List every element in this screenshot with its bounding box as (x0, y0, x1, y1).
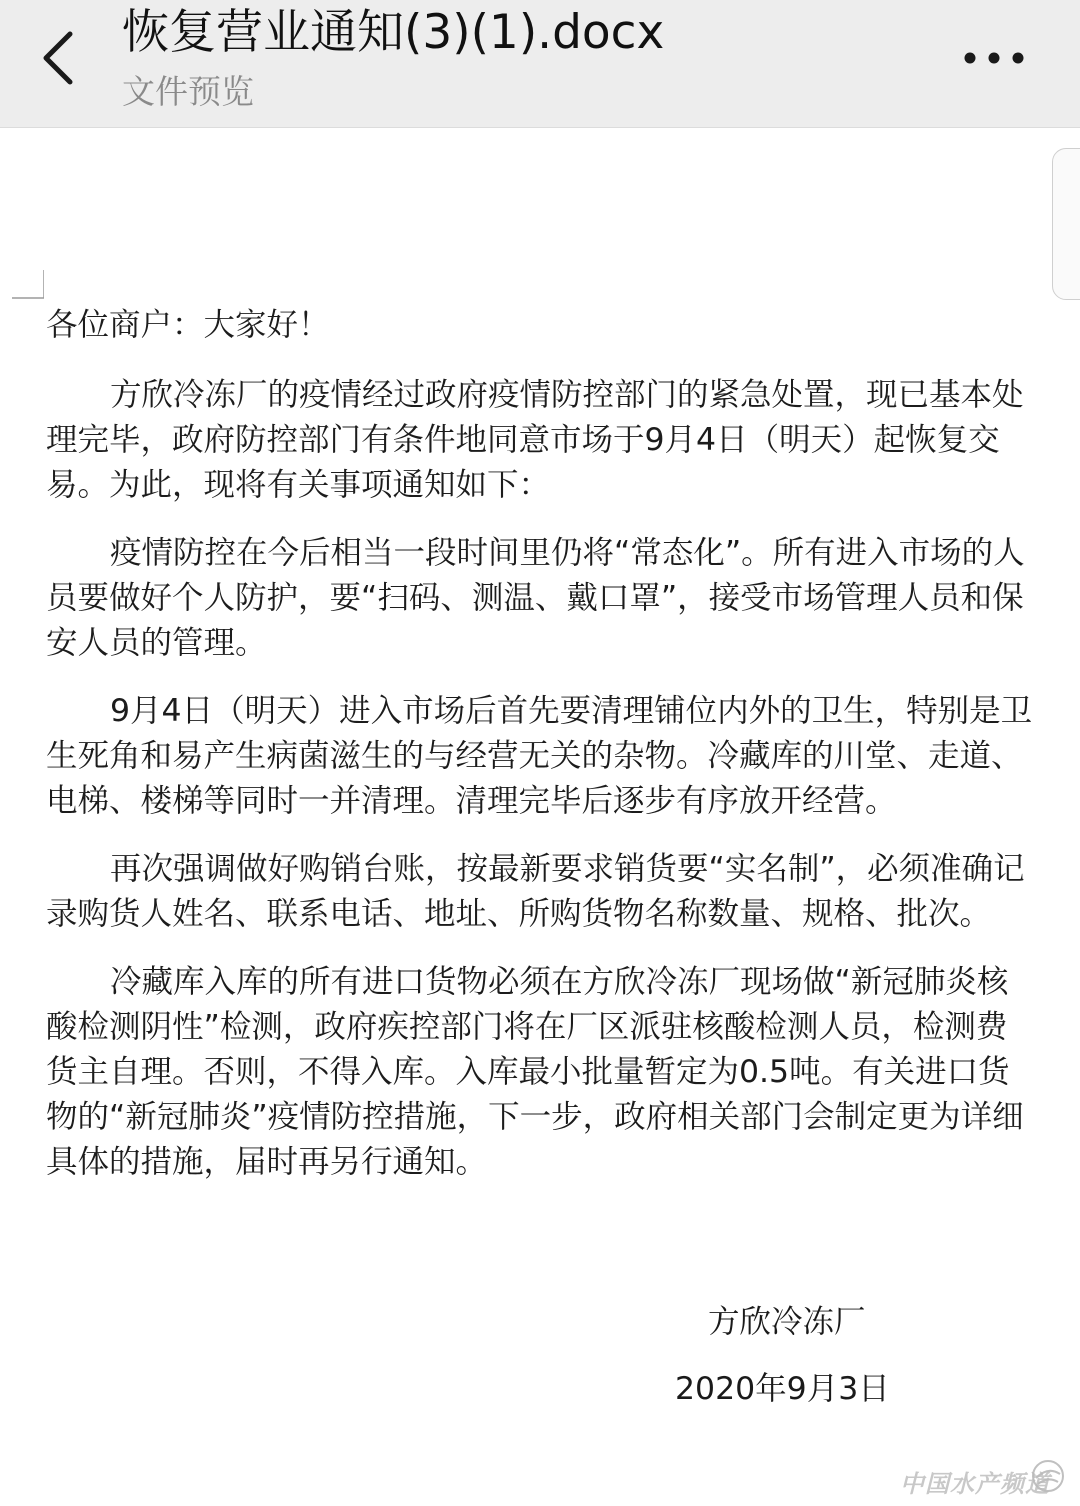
page-corner-mark (12, 270, 44, 300)
signature-date: 2020年9月3日 (675, 1371, 890, 1407)
paragraph-3: 9月4日（明天）进入市场后首先要清理铺位内外的卫生，特别是卫生死角和易产生病菌滋生的与经营无关的杂物。冷藏库的川堂、走道、电梯、楼梯等同时一并清理。清理完毕后逐步有序放开经营。 (46, 693, 1033, 819)
watermark-text: 中国水产频道 (900, 1470, 1050, 1498)
top-navigation-bar (0, 0, 1080, 128)
paragraph-5: 冷藏库入库的所有进口货物必须在方欣冷冻厂现场做“新冠肺炎核酸检测阴性”检测，政府疾控部门将在厂区派驻核酸检测人员，检测费货主自理。否则，不得入库。入库最小批量暂定为0.5吨。有关进口货物的“新冠肺炎”疫情防控措施，下一步，政府相关部门会制定更为详细具体的措施，届时再另行通知。 (46, 964, 1024, 1180)
watermark-logo-icon (1030, 1458, 1066, 1494)
paragraph-2: 疫情防控在今后相当一段时间里仍将“常态化”。所有进入市场的人员要做好个人防护，要“扫码、测温、戴口罩”，接受市场管理人员和保安人员的管理。 (46, 535, 1025, 661)
greeting-line: 各位商户：大家好！ (46, 307, 330, 343)
chevron-left-icon (30, 22, 90, 92)
signature-organization: 方欣冷冻厂 (708, 1304, 866, 1340)
file-title: 恢复营业通知(3)(1).docx (122, 5, 665, 60)
document-body (46, 303, 1036, 1208)
paragraph-1: 方欣冷冻厂的疫情经过政府疫情防控部门的紧急处置，现已基本处理完毕，政府防控部门有条件地同意市场于9月4日（明天）起恢复交易。为此，现将有关事项通知如下： (46, 377, 1024, 503)
paragraph-4: 再次强调做好购销台账，按最新要求销货要“实名制”，必须准确记录购货人姓名、联系电话、地址、所购货物名称数量、规格、批次。 (46, 851, 1025, 932)
scroll-handle[interactable] (1052, 148, 1080, 300)
watermark (900, 1458, 1070, 1504)
back-button[interactable] (30, 22, 90, 92)
more-horizontal-icon (960, 40, 1028, 76)
more-options-button[interactable] (960, 40, 1028, 76)
file-subtitle: 文件预览 (122, 72, 254, 111)
